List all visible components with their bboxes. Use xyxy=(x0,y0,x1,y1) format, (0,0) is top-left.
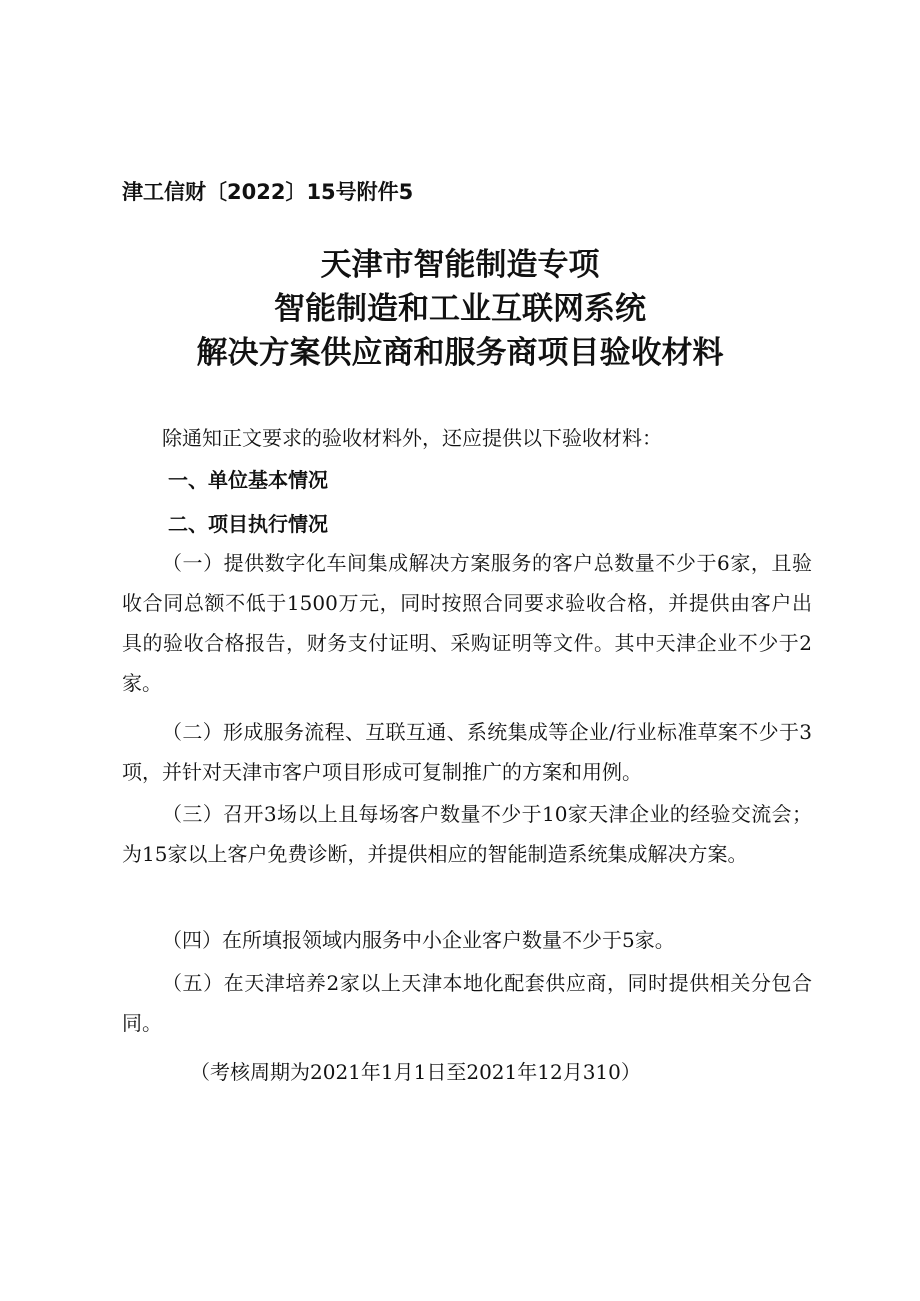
document-title xyxy=(0,243,920,375)
requirement-item-3: （三）召开3场以上且每场客户数量不少于10家天津企业的经验交流会；为15家以上客户免费诊断，并提供相应的智能制造系统集成解决方案。 xyxy=(122,802,812,866)
title-line-1: 天津市智能制造专项 xyxy=(320,247,600,283)
intro-paragraph: 除通知正文要求的验收材料外，还应提供以下验收材料： xyxy=(162,426,662,450)
requirement-item-1: （一）提供数字化车间集成解决方案服务的客户总数量不少于6家，且验收合同总额不低于1500万元，同时按照合同要求验收合格，并提供由客户出具的验收合格报告，财务支付证明、采购证明等文件。其中天津企业不少于2家。 xyxy=(122,551,812,695)
requirement-item-5: （五）在天津培养2家以上天津本地化配套供应商，同时提供相关分包合同。 xyxy=(122,971,812,1035)
title-line-2: 智能制造和工业互联网系统 xyxy=(274,291,646,327)
requirement-item-2: （二）形成服务流程、互联互通、系统集成等企业/行业标准草案不少于3项，并针对天津市客户项目形成可复制推广的方案和用例。 xyxy=(122,720,812,784)
assessment-period-note: （考核周期为2021年1月1日至2021年12月310） xyxy=(190,1060,641,1084)
requirement-item-4: （四）在所填报领域内服务中小企业客户数量不少于5家。 xyxy=(162,928,675,952)
document-reference-number: 津工信财〔2022〕15号附件5 xyxy=(122,180,414,204)
section-heading-execution: 二、项目执行情况 xyxy=(168,512,328,536)
title-line-3: 解决方案供应商和服务商项目验收材料 xyxy=(196,335,724,371)
section-heading-basic-info: 一、单位基本情况 xyxy=(168,468,328,492)
